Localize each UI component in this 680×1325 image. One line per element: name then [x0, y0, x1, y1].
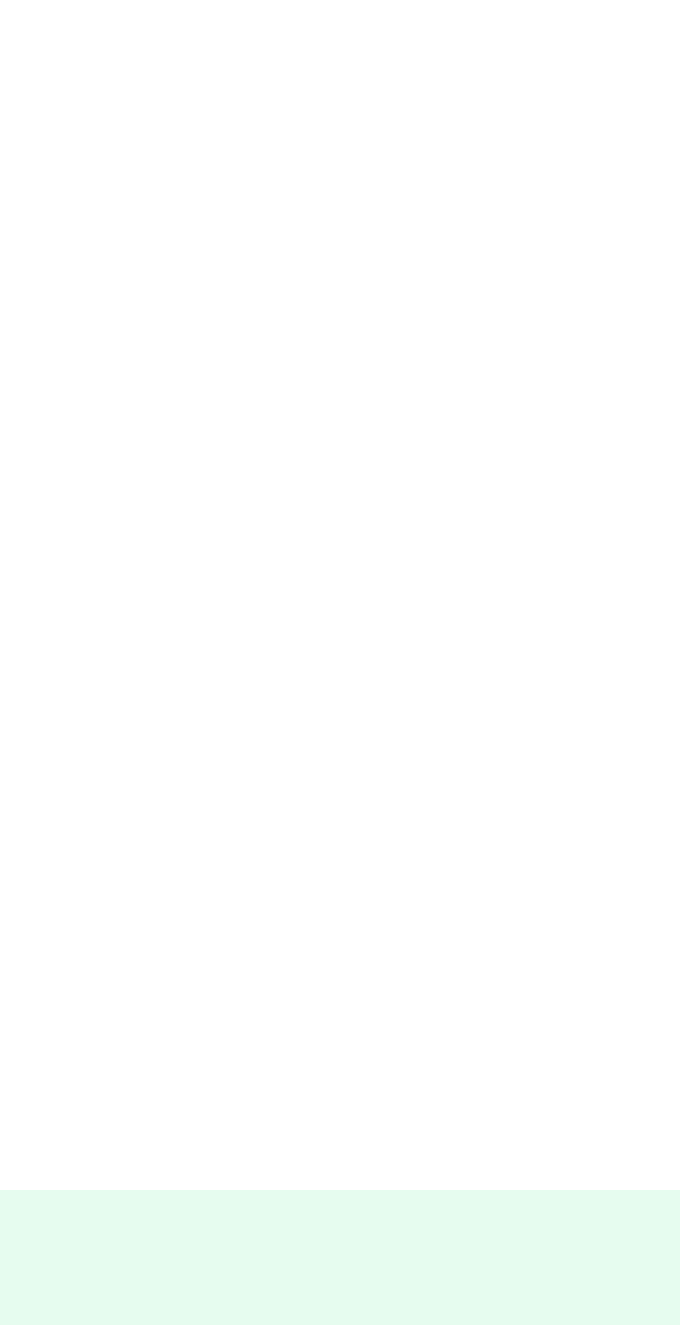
answer-box [0, 1190, 680, 1325]
